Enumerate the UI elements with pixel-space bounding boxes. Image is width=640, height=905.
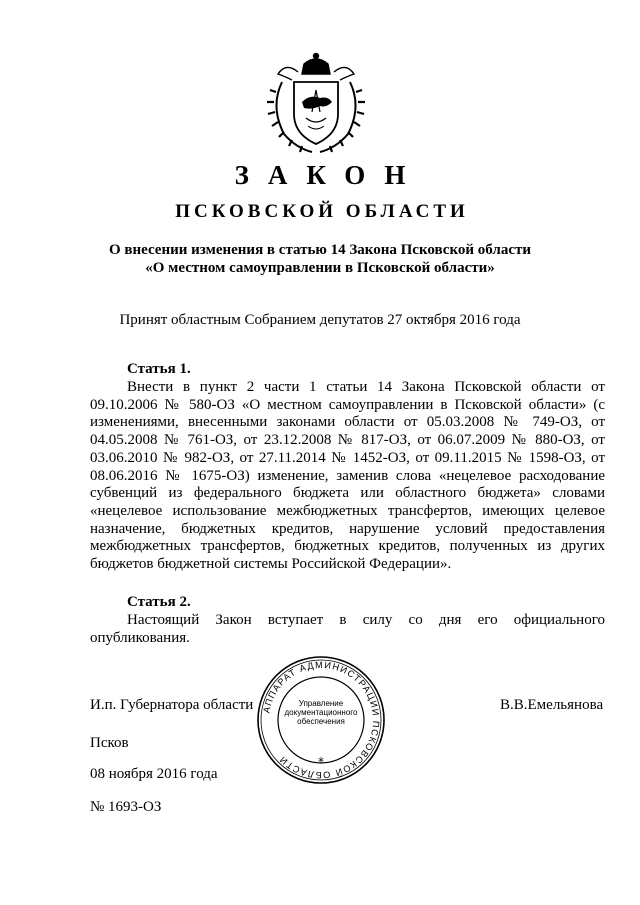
subject-line-2: «О местном самоуправлении в Псковской области» (145, 260, 495, 276)
article-1-heading: Статья 1. (127, 361, 191, 377)
law-number: № 1693-ОЗ (90, 799, 162, 815)
signing-date: 08 ноября 2016 года (90, 766, 218, 782)
stamp-star: * (318, 755, 324, 769)
signer-title: И.п. Губернатора области (90, 697, 254, 713)
stamp-center-line-3: обеспечения (297, 717, 345, 726)
stamp-ring-text: АППАРАТ АДМИНИСТРАЦИИ ПСКОВСКОЙ ОБЛАСТИ (261, 659, 382, 781)
adoption-note: Принят областным Собранием депутатов 27 октября 2016 года (119, 312, 521, 328)
seal-stamp (255, 654, 387, 786)
pskov-coat-of-arms-icon (262, 52, 370, 158)
place-of-signing: Псков (90, 735, 129, 751)
document-title: ЗАКОН (234, 160, 425, 190)
signer-name: В.В.Емельянова (500, 697, 604, 713)
stamp-center-line-2: документационного (284, 708, 358, 717)
subject-line-1: О внесении изменения в статью 14 Закона Псковской области (108, 242, 532, 258)
stamp-center-line-1: Управление (298, 699, 344, 708)
article-2-heading: Статья 2. (127, 594, 191, 610)
article-1-text: Внести в пункт 2 части 1 статьи 14 Закона Псковской области от 09.10.2006 № 580-ОЗ «О местном самоуправлении в Псковской области» (с изменениями, внесенными законами области от 05.03.2008 № 749-ОЗ, от 04.05.2008 № 761-ОЗ, от 23.12.2008 № 817-ОЗ, от 06.07.2009 № 880-ОЗ, от 03.06.2010 № 982-ОЗ, от 27.11.2014 № 1452-ОЗ, от 09.11.2015 № 1598-ОЗ, от 08.06.2016 № 1675-ОЗ) изменение, заменив слова «нецелевое расходование субвенций из федерального бюджета или областного бюджета» словами «нецелевое использование межбюджетных трансфертов, имеющих целевое назначение, бюджетных кредитов, нарушение условий предоставления межбюджетных трансфертов, бюджетных кредитов, полученных из других бюджетов бюджетной системы Российской Федерации». (90, 379, 605, 573)
article-2-text: Настоящий Закон вступает в силу со дня его официального опубликования. (90, 612, 605, 646)
region-title: ПСКОВСКОЙ ОБЛАСТИ (175, 201, 469, 222)
law-subject (0, 241, 640, 277)
stamp-center-text (277, 699, 365, 726)
